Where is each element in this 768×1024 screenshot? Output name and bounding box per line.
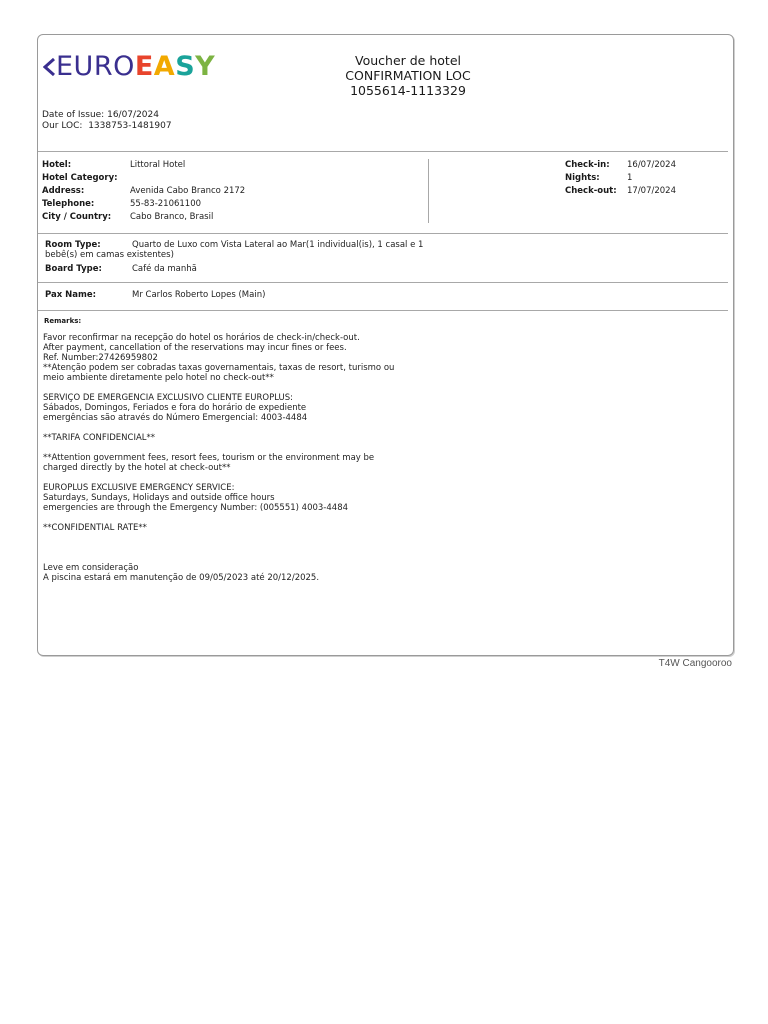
remarks-line: Favor reconfirmar na recepção do hotel os horários de check-in/check-out. [43,333,360,343]
hotel-label: Hotel: [42,160,72,170]
pax-name-value: Mr Carlos Roberto Lopes (Main) [132,290,266,300]
remarks-line: Ref. Number:27426959802 [43,353,158,363]
remarks-line: **Attention government fees, resort fees, tourism or the environment may be [43,453,375,463]
remarks-title: Remarks: [44,317,82,325]
voucher-title [318,53,498,98]
divider [38,233,728,234]
logo-euro: EURO [56,51,135,82]
check-out-value: 17/07/2024 [627,186,676,196]
remarks-line: **Atenção podem ser cobradas taxas governamentais, taxas de resort, turismo ou [43,363,395,373]
remarks-line: **CONFIDENTIAL RATE** [43,523,147,533]
remarks-body [43,333,443,583]
check-in-value: 16/07/2024 [627,160,676,170]
logo-s: S [175,51,196,82]
divider [38,151,728,152]
arrow-left-icon [43,55,55,79]
divider [38,310,728,311]
remarks-line: SERVIÇO DE EMERGENCIA EXCLUSIVO CLIENTE EUROPLUS: [43,393,294,403]
issue-date-value: 16/07/2024 [107,110,159,120]
confirmation-loc-number: 1055614-1113329 [350,83,466,98]
telephone-value: 55-83-21061100 [130,199,202,209]
issue-info [42,110,172,132]
pax-name-label: Pax Name: [45,290,97,300]
logo-a: A [153,51,176,82]
remarks-line: emergencies are through the Emergency Number: (005551) 4003-4484 [43,503,349,513]
nights-label: Nights: [565,173,600,183]
board-type-label: Board Type: [45,264,102,274]
logo-y: Y [195,51,216,82]
remarks-line: Leve em consideração [43,563,139,573]
divider [38,282,728,283]
our-loc-value: 1338753-1481907 [88,121,172,131]
address-value: Avenida Cabo Branco 2172 [130,186,246,196]
remarks-line: After payment, cancellation of the reservations may incur fines or fees. [43,343,347,353]
title-line-1: Voucher de hotel [355,53,461,68]
remarks-line: **TARIFA CONFIDENCIAL** [43,433,156,443]
vertical-divider [428,159,429,223]
remarks-line: emergências são através do Número Emergencial: 4003-4484 [43,413,308,423]
city-country-value: Cabo Branco, Brasil [130,212,214,222]
our-loc-label: Our LOC: [42,121,83,131]
hotel-category-label: Hotel Category: [42,173,118,183]
nights-value: 1 [627,173,633,183]
telephone-label: Telephone: [42,199,95,209]
issue-date-label: Date of Issue: [42,110,105,120]
address-label: Address: [42,186,85,196]
remarks-line: charged directly by the hotel at check-out** [43,463,231,473]
hotel-value: Littoral Hotel [130,160,186,170]
remarks-line: Sábados, Domingos, Feriados e fora do horário de expediente [43,403,307,413]
remarks-line: Saturdays, Sundays, Holidays and outside office hours [43,493,275,503]
remarks-line: A piscina estará em manutenção de 09/05/2023 até 20/12/2025. [43,573,320,583]
check-in-label: Check-in: [565,160,610,170]
remarks-line: EUROPLUS EXCLUSIVE EMERGENCY SERVICE: [43,483,235,493]
footer-brand: T4W Cangooroo [658,658,732,669]
check-out-label: Check-out: [565,186,617,196]
room-type-value: Quarto de Luxo com Vista Lateral ao Mar(1 individual(is), 1 casal e 1 bebê(s) em camas existentes) [45,240,424,260]
title-line-2: CONFIRMATION LOC [345,68,471,83]
city-country-label: City / Country: [42,212,112,222]
remarks-line: meio ambiente diretamente pelo hotel no check-out** [43,373,274,383]
board-type-value: Café da manhã [132,264,197,274]
logo-e: E [134,51,154,82]
logo-wordmark [56,52,215,82]
room-type-label: Room Type: [45,240,101,250]
euroeasy-logo [43,52,215,82]
